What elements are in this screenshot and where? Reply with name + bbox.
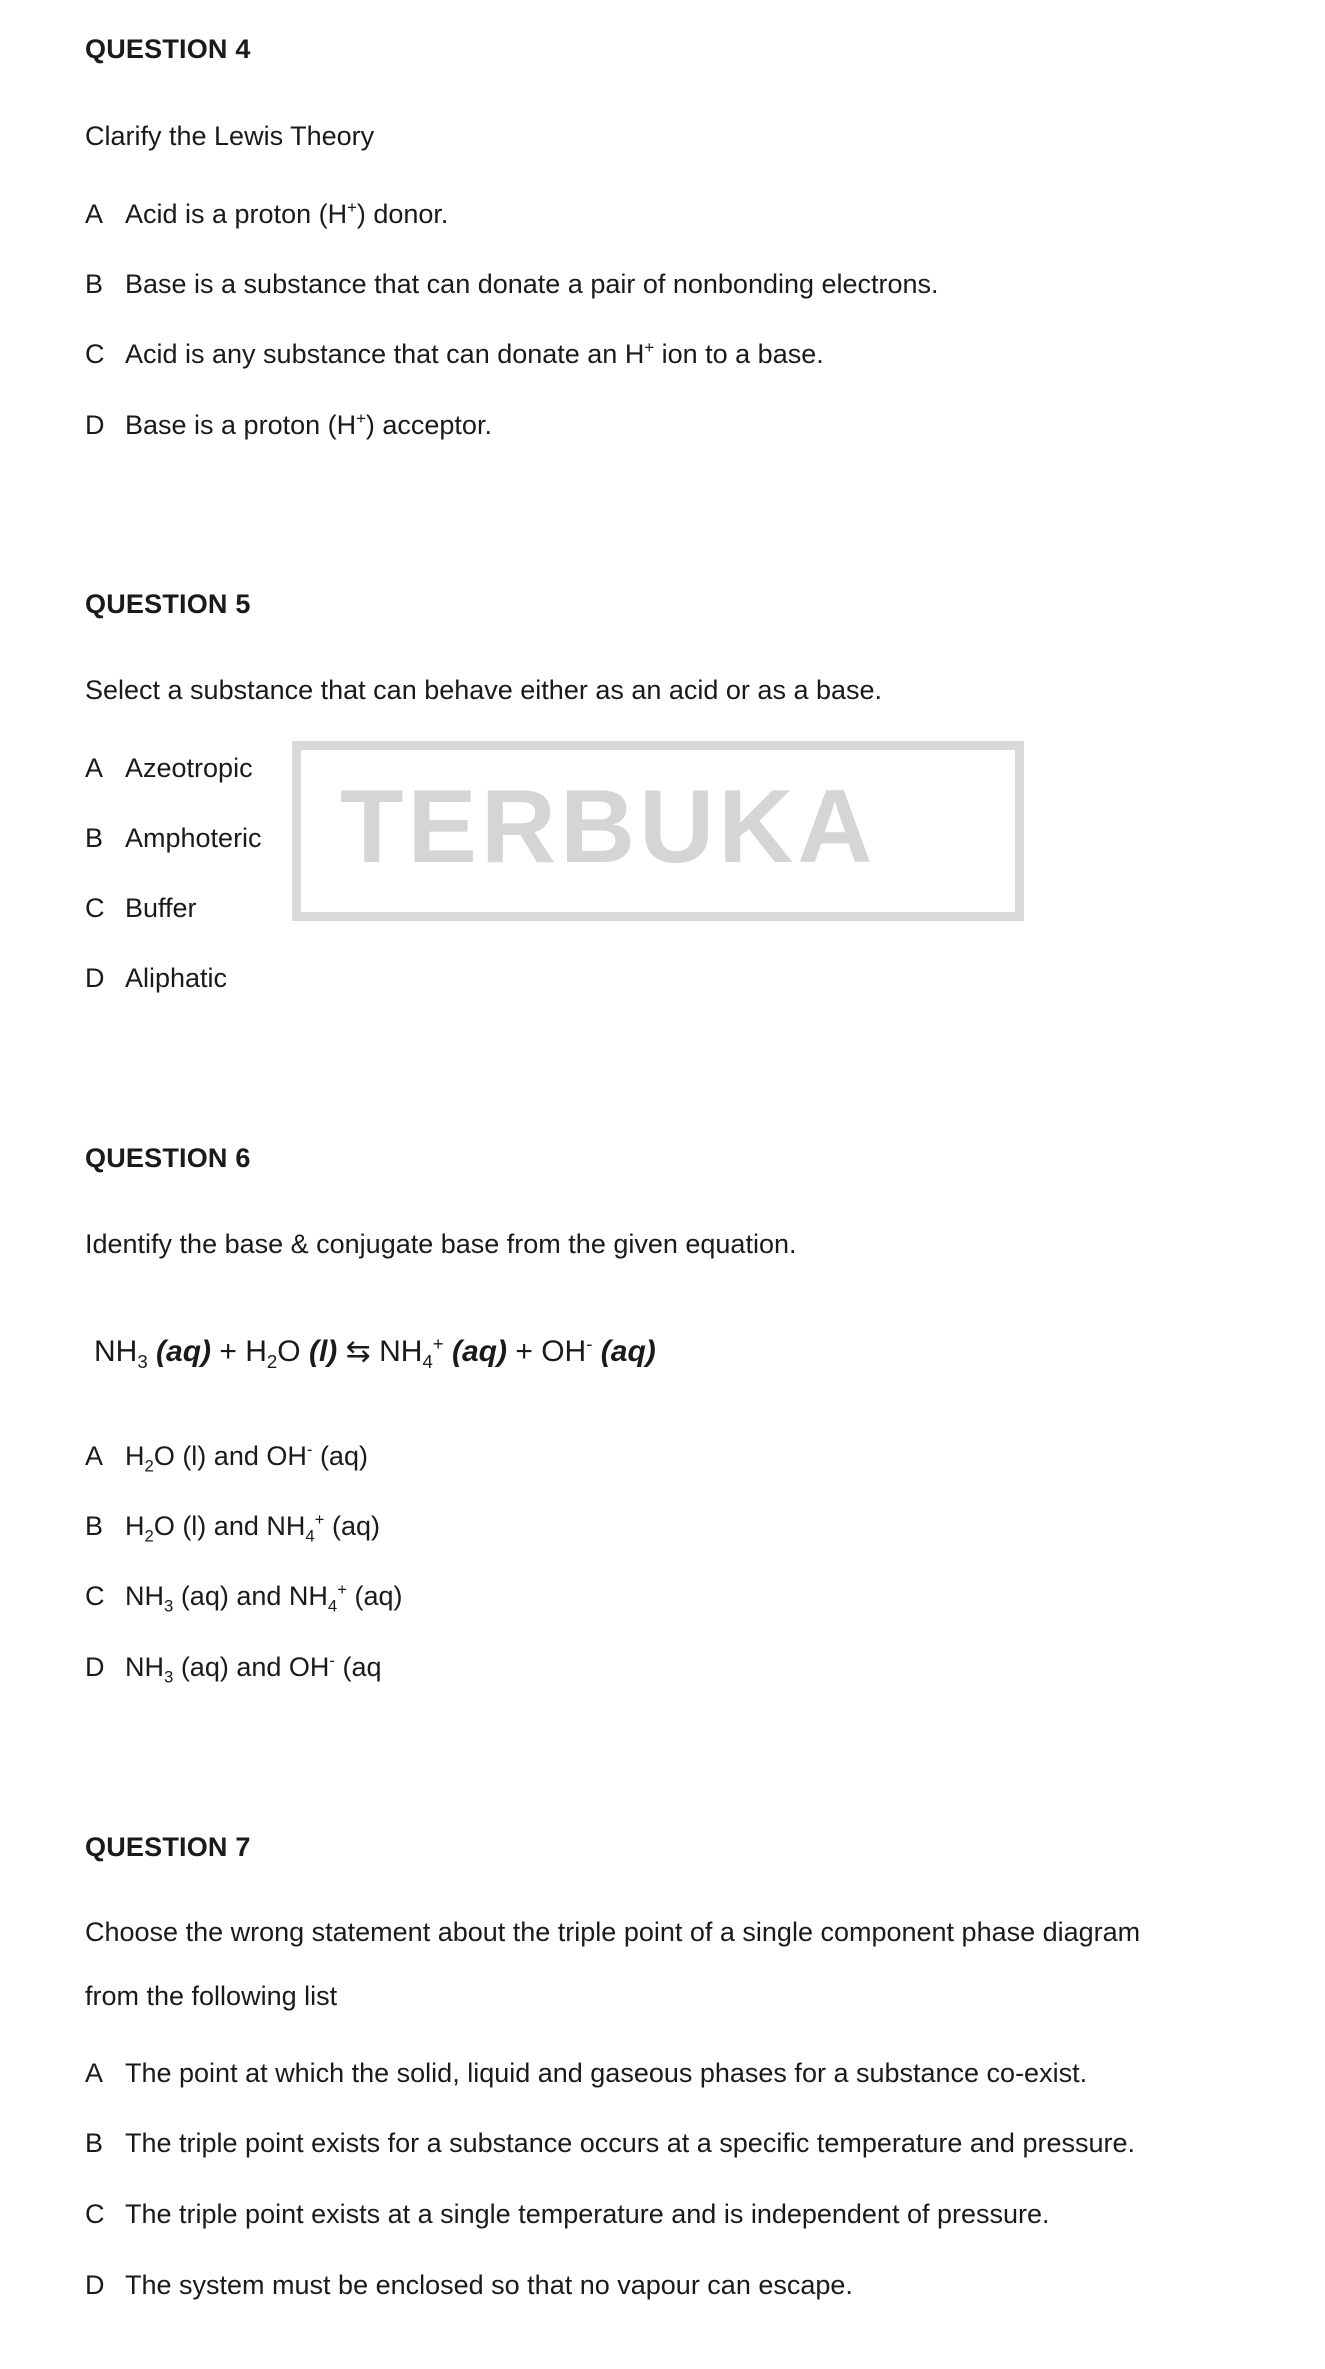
question-7-title: QUESTION 7 xyxy=(85,1832,251,1862)
option-letter: C xyxy=(85,2199,105,2229)
question-7-stem-line-1: Choose the wrong statement about the triple point of a single component phase diagram xyxy=(85,1917,1141,1947)
option-letter: B xyxy=(85,269,104,299)
question-5-marks xyxy=(0,1033,1205,1064)
q7-option-d[interactable]: D The system must be enclosed so that no vapour can escape. xyxy=(85,2270,853,2300)
q5-option-d[interactable]: D Aliphatic xyxy=(85,963,228,993)
q6-option-b[interactable]: B $H_2O$ (l) and $NH_4^+$ (aq) xyxy=(85,1510,380,1546)
option-letter: D xyxy=(85,2270,105,2300)
q7-option-a[interactable]: A The point at which the solid, liquid and gaseous phases for a substance co-exist. xyxy=(85,2058,1088,2088)
option-letter: B xyxy=(85,2128,104,2158)
option-letter: A xyxy=(85,2058,104,2088)
option-letter: A xyxy=(85,753,104,783)
option-letter: C xyxy=(85,339,105,369)
question-5-stem: Select a substance that can behave either as an acid or as a base. xyxy=(85,675,883,705)
option-letter: B xyxy=(85,1511,104,1541)
question-6-title: QUESTION 6 xyxy=(85,1143,251,1173)
chemical-equation: $NH_3$ $(aq) + H_2O$ (l) ⇆ $NH_4^+$ (aq) + OH- (aq) xyxy=(94,1333,656,1372)
option-letter: A xyxy=(85,1441,104,1471)
option-letter: C xyxy=(85,1581,105,1611)
watermark-text: TERBUKA xyxy=(340,769,877,885)
q4-option-c[interactable]: C Acid is any substance that can donate an H+ ion to a base. xyxy=(85,338,824,369)
q4-option-b[interactable]: B Base is a substance that can donate a pair of nonbonding electrons. xyxy=(85,269,939,299)
option-letter: A xyxy=(85,199,104,229)
equilibrium-arrow-icon: ⇆ xyxy=(345,1335,371,1368)
question-4-stem: Clarify the Lewis Theory xyxy=(85,121,375,151)
q5-option-c[interactable]: C Buffer xyxy=(85,893,197,923)
option-letter: D xyxy=(85,410,105,440)
q5-option-b[interactable]: B Amphoteric xyxy=(85,823,262,853)
q7-option-c[interactable]: C The triple point exists at a single temperature and is independent of pressure. xyxy=(85,2199,1050,2229)
q6-option-a[interactable]: A $H_2O$ (l) and OH- (aq) xyxy=(85,1440,368,1476)
q7-option-b[interactable]: B The triple point exists for a substance occurs at a specific temperature and pressure. xyxy=(85,2128,1135,2158)
question-6-marks xyxy=(0,1721,1205,1752)
q4-option-d[interactable]: D Base is a proton (H+) acceptor. xyxy=(85,409,492,440)
option-letter: B xyxy=(85,823,104,853)
question-7-marks xyxy=(0,2338,1205,2369)
question-4-marks xyxy=(0,479,1205,510)
question-7-stem-line-2: from the following list xyxy=(85,1981,338,2011)
option-letter: C xyxy=(85,893,105,923)
question-4-title: QUESTION 4 xyxy=(85,34,251,64)
question-5-title: QUESTION 5 xyxy=(85,589,251,619)
option-letter: D xyxy=(85,1652,105,1682)
question-6-stem: Identify the base & conjugate base from the given equation. xyxy=(85,1229,797,1259)
q5-option-a[interactable]: A Azeotropic xyxy=(85,753,253,783)
q6-option-c[interactable]: C $NH_3$ (aq) and $NH_4^+$ (aq) xyxy=(85,1580,403,1616)
q6-option-d[interactable]: D $NH_3$ (aq) and OH- (aq xyxy=(85,1651,382,1687)
option-letter: D xyxy=(85,963,105,993)
q4-option-a[interactable]: A Acid is a proton (H+) donor. xyxy=(85,198,449,229)
